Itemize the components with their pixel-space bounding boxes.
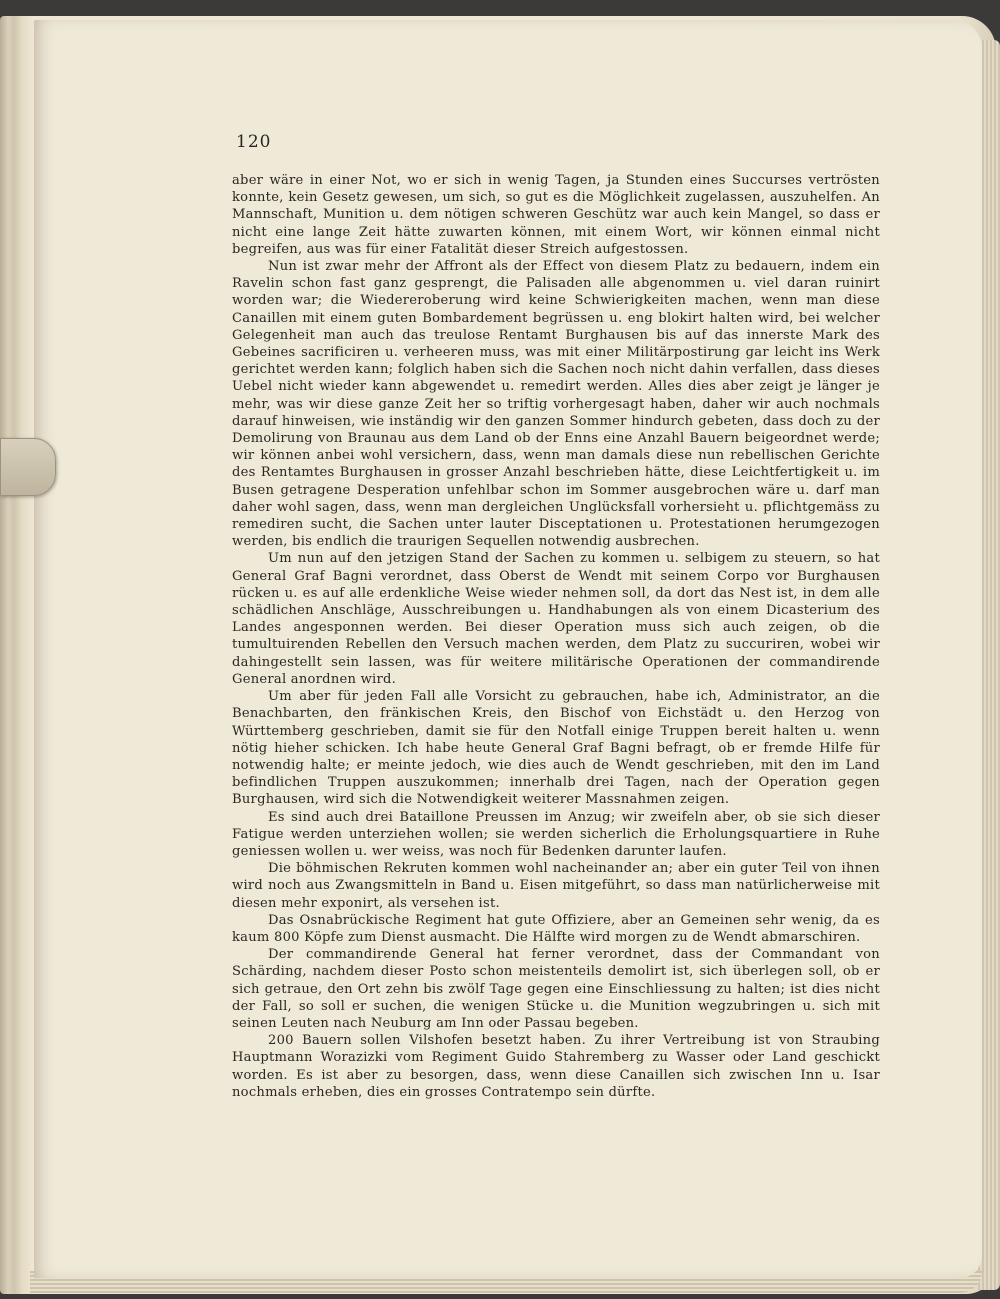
page-number: 120 [236,132,272,152]
paragraph: Um aber für jeden Fall alle Vorsicht zu gebrauchen, habe ich, Administrator, an die Benachbarten, den fränkischen Kreis, den Bischof von Eichstädt u. den Herzog von Württemberg geschrieben, damit sie für den Notfall einige Truppen bereit halten u. wenn nötig hieher schicken. Ich habe heute General Graf Bagni befragt, ob er fremde Hilfe für notwendig halte; er meinte jedoch, wie dies auch de Wendt geschrieben, mit den im Land befindlichen Truppen auszukommen; innerhalb drei Tagen, nach der Operation gegen Burghausen, wird sich die Notwendigkeit weiterer Massnahmen zeigen. [232,689,880,808]
book-clasp [0,438,56,496]
paragraph: Das Osnabrückische Regiment hat gute Offiziere, aber an Gemeinen sehr wenig, da es kaum 800 Köpfe zum Dienst ausmacht. Die Hälfte wird morgen zu de Wendt abmarschiren. [232,912,880,945]
paragraph: Um nun auf den jetzigen Stand der Sachen zu kommen u. selbigem zu steuern, so hat General Graf Bagni verordnet, dass Oberst de Wendt mit seinem Corpo vor Burghausen rücken u. es auf alle erdenkliche Weise wieder nehmen soll, da dort das Nest ist, in dem alle schädlichen Anschläge, Ausschreibungen u. Handhabungen als von einem Dicasterium des Landes angesponnen werden. Bei dieser Operation muss sich auch zeigen, ob die tumultuirenden Rebellen den Versuch machen werden, dem Platz zu succuriren, wobei wir dahingestellt sein lassen, was für weitere militärische Operationen der commandirende General anordnen wird. [232,551,880,687]
paragraph: 200 Bauern sollen Vilshofen besetzt haben. Zu ihrer Vertreibung ist von Straubing Hauptmann Worazizki vom Regiment Guido Stahremberg zu Wasser oder Land geschickt worden. Es ist aber zu besorgen, dass, wenn diese Canaillen sich zwischen Inn u. Isar nochmals erheben, dies ein grosses Contratempo sein dürfte. [232,1033,880,1100]
paragraph: Der commandirende General hat ferner verordnet, dass der Commandant von Schärding, nachdem dieser Posto schon meistenteils demolirt ist, sich überlegen soll, ob er sich getraue, den Ort zehn bis zwölf Tage gegen eine Einschliessung zu halten; ist dies nicht der Fall, so soll er suchen, die wenigen Stücke u. die Munition wegzubringen u. sich mit seinen Leuten nach Neuburg am Inn oder Passau begeben. [232,947,880,1031]
body-text [232,172,880,1101]
paragraph: Es sind auch drei Bataillone Preussen im Anzug; wir zweifeln aber, ob sie sich dieser Fatigue werden unterziehen wollen; sie werden sicherlich die Erholungsquartiere in Ruhe geniessen wollen u. wer weiss, was noch für Bedenken darunter laufen. [232,809,880,859]
paragraph: Nun ist zwar mehr der Affront als der Effect von diesem Platz zu bedauern, indem ein Ravelin schon fast ganz gesprengt, die Palisaden alle abgenommen u. viel daran ruinirt worden war; die Wiedereroberung wird keine Schwierigkeiten machen, wenn man diese Canaillen mit einem guten Bombardement begrüssen u. eng blokirt halten wird, bei welcher Gelegenheit man auch das treulose Rentamt Burghausen bis auf das innerste Mark des Gebeines sacrificiren u. verheeren muss, was mit einer Militärpostirung gar leicht ins Werk gerichtet werden kann; folglich haben sich die Sachen noch nicht dahin verfallen, dass dieses Uebel nicht wieder kann abgewendet u. remedirt werden. Alles dies aber zeigt je länger je mehr, was wir diese ganze Zeit her so triftig vorhergesagt haben, daher wir auch nochmals darauf hinweisen, wie inständig wir den ganzen Sommer hindurch gebeten, dass doch zu der Demolirung von Braunau aus dem Land ob der Enns eine Anzahl Bauern beigeordnet werde; wir können anbei wohl versichern, dass, wenn man damals diese nun rebellischen Gerichte des Rentamtes Burghausen in grosser Anzahl beschrieben hätte, diese Leichtfertigkeit u. im Busen getragene Desperation unfehlbar schon im Sommer ausgebrochen wäre u. darf man daher wohl sagen, dass, wenn man dergleichen Unglücksfall vorhersieht u. pflichtgemäss zu remediren sucht, die Sachen unter lauter Disceptationen u. Protestationen herumgezogen werden, bis endlich die traurigen Sequellen notwendig ausbrechen. [232,259,880,550]
paragraph: aber wäre in einer Not, wo er sich in wenig Tagen, ja Stunden eines Succurses vertrösten konnte, kein Gesetz gewesen, um sich, so gut es die Möglichkeit zugelassen, auszuhelfen. An Mannschaft, Munition u. dem nötigen schweren Geschütz war auch kein Mangel, so dass er nicht eine lange Zeit hätte zuwarten können, mit einem Wort, wir können einmal nicht begreifen, aus was für einer Fatalität dieser Streich aufgestossen. [232,173,880,257]
paragraph: Die böhmischen Rekruten kommen wohl nacheinander an; aber ein guter Teil von ihnen wird noch aus Zwangsmitteln in Band u. Eisen mitgeführt, so dass man natürlicherweise mit diesen mehr exponirt, als versehen ist. [232,861,880,911]
